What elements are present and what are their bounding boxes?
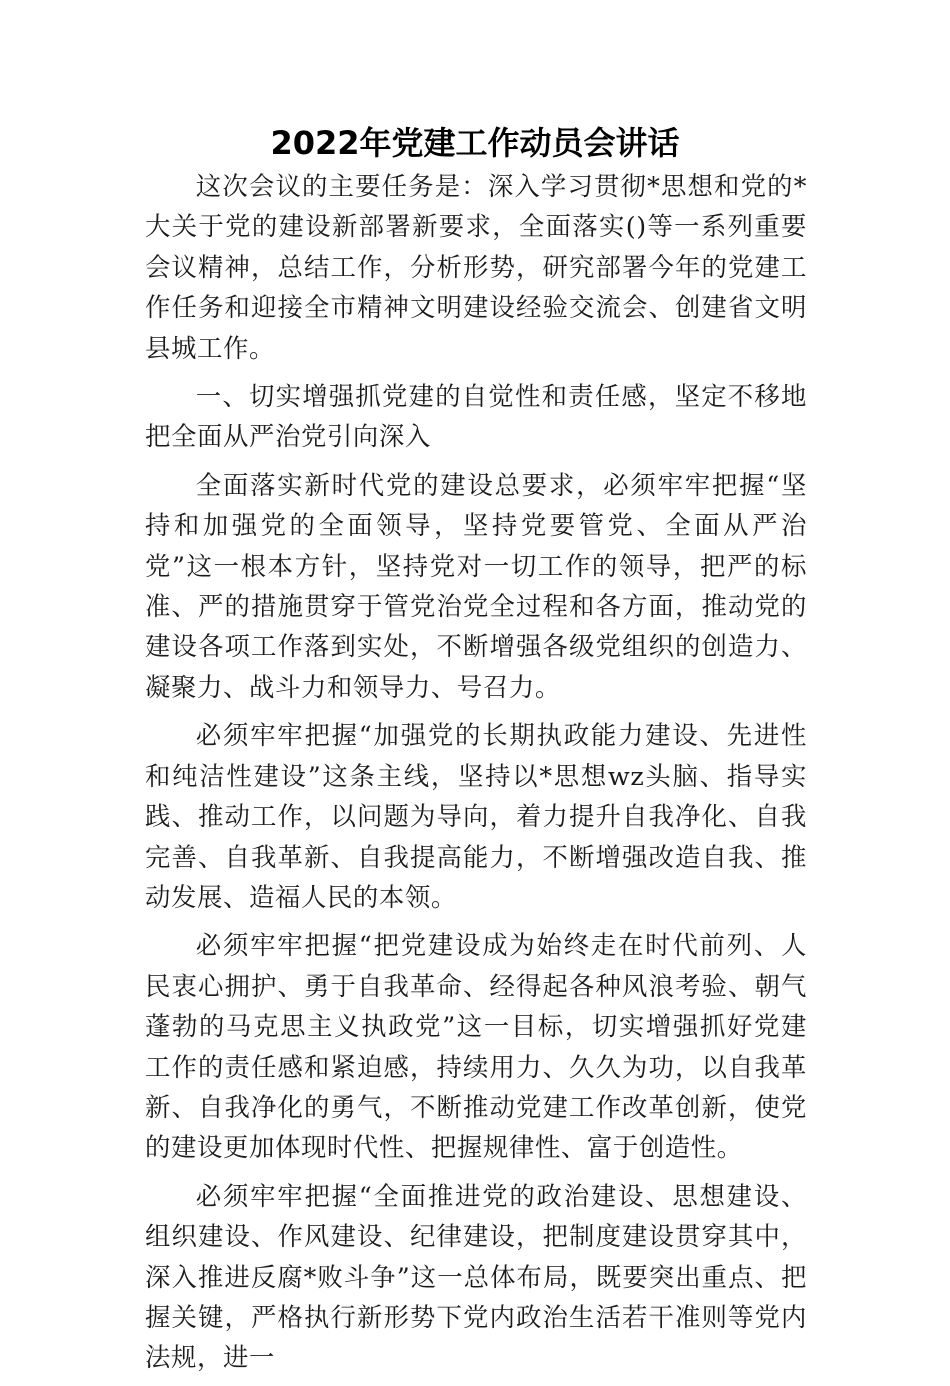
- intro-paragraph: 这次会议的主要任务是：深入学习贯彻*思想和党的*大关于党的建设新部署新要求，全面落实()等一系列重要会议精神，总结工作，分析形势，研究部署今年的党建工作任务和迎接全市精神文明建设经验交流会、创建省文明县城工作。: [145, 171, 807, 363]
- body-paragraph: 必须牢牢把握“加强党的长期执政能力建设、先进性和纯洁性建设”这条主线，坚持以*思想wz头脑、指导实践、推动工作，以问题为导向，着力提升自我净化、自我完善、自我革新、自我提高能力，不断增强改造自我、推动发展、造福人民的本领。: [145, 720, 807, 912]
- document-title: 2022年党建工作动员会讲话: [270, 124, 680, 162]
- document-body: [145, 166, 807, 1386]
- body-paragraph: 必须牢牢把握“把党建设成为始终走在时代前列、人民衷心拥护、勇于自我革命、经得起各种风浪考验、朝气蓬勃的马克思主义执政党”这一目标，切实增强抓好党建工作的责任感和紧迫感，持续用力、久久为功，以自我革新、自我净化的勇气，不断推动党建工作改革创新，使党的建设更加体现时代性、把握规律性、富于创造性。: [145, 930, 807, 1163]
- body-paragraph: 全面落实新时代党的建设总要求，必须牢牢把握“坚持和加强党的全面领导，坚持党要管党、全面从严治党”这一根本方针，坚持党对一切工作的领导，把严的标准、严的措施贯穿于管党治党全过程和各方面，推动党的建设各项工作落到实处，不断增强各级党组织的创造力、凝聚力、战斗力和领导力、号召力。: [145, 469, 807, 702]
- section-heading-1: 一、切实增强抓党建的自觉性和责任感，坚定不移地把全面从严治党引向深入: [145, 381, 807, 452]
- body-paragraph: 必须牢牢把握“全面推进党的政治建设、思想建设、组织建设、作风建设、纪律建设，把制度建设贯穿其中，深入推进反腐*败斗争”这一总体布局，既要突出重点、把握关键，严格执行新形势下党内政治生活若干准则等党内法规，进一: [145, 1180, 807, 1373]
